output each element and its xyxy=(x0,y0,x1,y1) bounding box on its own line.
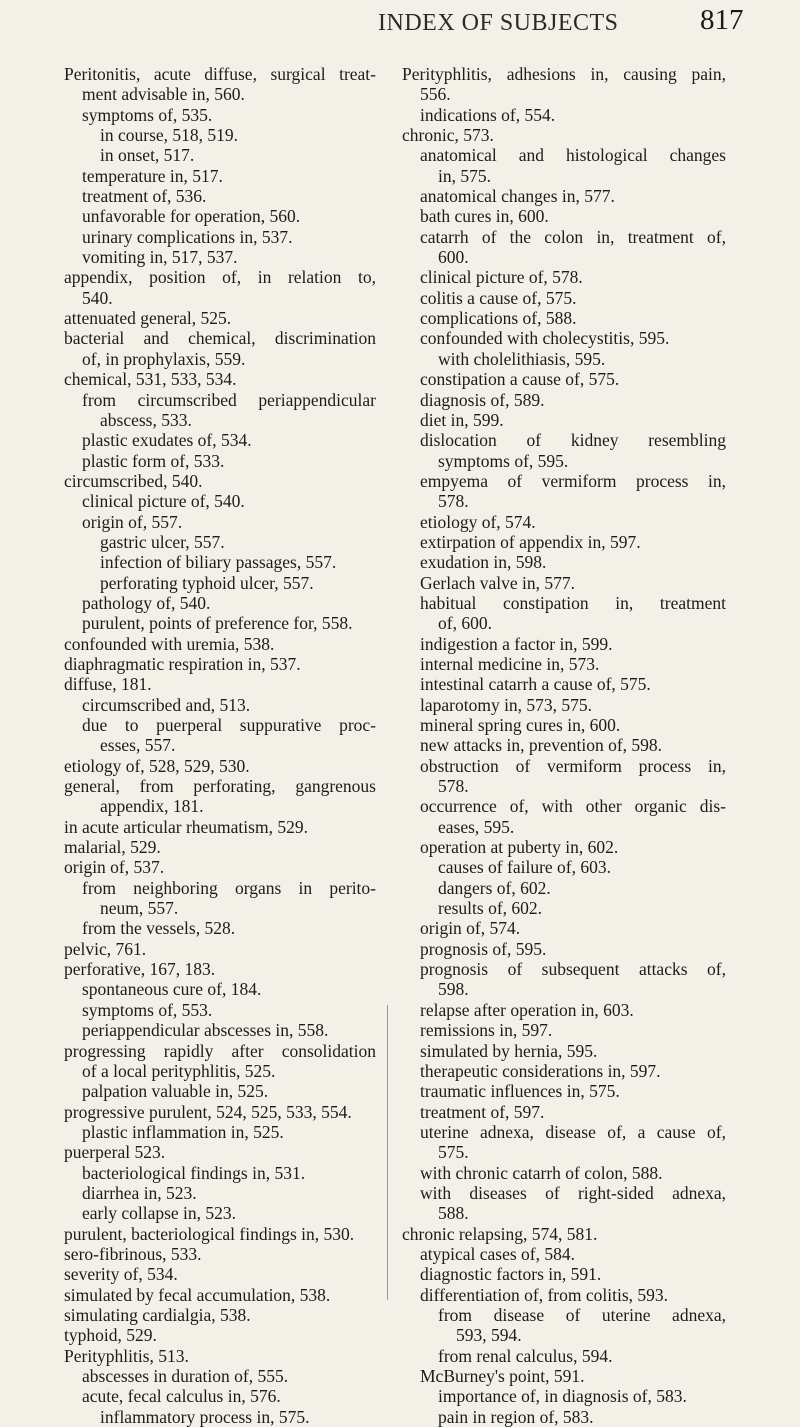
index-entry: from neighboring organs in perito- xyxy=(82,877,376,898)
index-entry: dangers of, 602. xyxy=(438,877,551,898)
index-entry: appendix, 181. xyxy=(100,796,204,817)
index-entry: with cholelithiasis, 595. xyxy=(438,348,606,369)
index-entry: from circumscribed periappendicular xyxy=(82,389,376,410)
page-number: 817 xyxy=(700,4,744,36)
index-entry: spontaneous cure of, 184. xyxy=(82,979,262,1000)
index-entry: intestinal catarrh a cause of, 575. xyxy=(420,674,651,695)
index-entry: plastic inflammation in, 525. xyxy=(82,1121,284,1142)
index-entry: 600. xyxy=(438,247,469,268)
index-entry: dislocation of kidney resembling xyxy=(420,430,726,451)
index-entry: causes of failure of, 603. xyxy=(438,857,611,878)
index-entry: simulating cardialgia, 538. xyxy=(64,1304,251,1325)
index-entry: ment advisable in, 560. xyxy=(82,84,245,105)
index-entry: in course, 518, 519. xyxy=(100,125,239,146)
index-entry: inflammatory process in, 575. xyxy=(100,1406,310,1427)
index-entry: obstruction of vermiform process in, xyxy=(420,755,726,776)
index-entry: confounded with uremia, 538. xyxy=(64,633,275,654)
index-entry: McBurney's point, 591. xyxy=(420,1366,585,1386)
left-index-column xyxy=(64,64,376,1427)
index-entry: with diseases of right-sided adnexa, xyxy=(420,1182,726,1203)
index-entry: laparotomy in, 573, 575. xyxy=(420,694,593,715)
index-entry: infection of biliary passages, 557. xyxy=(100,552,337,573)
index-entry: general, from perforating, gangrenous xyxy=(64,776,376,797)
index-entry: internal medicine in, 573. xyxy=(420,653,600,674)
index-entry: origin of, 574. xyxy=(420,918,521,939)
index-entry: from the vessels, 528. xyxy=(82,918,236,939)
page-header xyxy=(0,4,800,44)
index-entry: typhoid, 529. xyxy=(64,1325,157,1346)
index-entry: 556. xyxy=(420,84,451,105)
index-entry: pathology of, 540. xyxy=(82,592,211,613)
index-entry: temperature in, 517. xyxy=(82,165,223,186)
index-entry: gastric ulcer, 557. xyxy=(100,531,225,552)
index-entry: bacteriological findings in, 531. xyxy=(82,1162,306,1183)
index-entry: palpation valuable in, 525. xyxy=(82,1081,269,1102)
index-entry: 578. xyxy=(438,491,469,512)
index-entry: pelvic, 761. xyxy=(64,938,147,959)
index-entry: early collapse in, 523. xyxy=(82,1203,237,1224)
running-head: INDEX OF SUBJECTS xyxy=(378,10,619,36)
index-entry: exudation in, 598. xyxy=(420,552,547,573)
index-entry: malarial, 529. xyxy=(64,837,161,858)
index-entry: complications of, 588. xyxy=(420,308,577,329)
index-entry: purulent, bacteriological findings in, 530. xyxy=(64,1223,355,1244)
index-entry: habitual constipation in, treatment xyxy=(420,592,726,613)
index-entry: atypical cases of, 584. xyxy=(420,1243,576,1264)
index-entry: treatment of, 536. xyxy=(82,186,207,207)
index-entry: clinical picture of, 540. xyxy=(82,491,245,512)
index-entry: abscesses in duration of, 555. xyxy=(82,1366,289,1386)
index-entry: origin of, 537. xyxy=(64,857,165,878)
index-entry: eases, 595. xyxy=(438,816,515,837)
index-entry: due to puerperal suppurative proc- xyxy=(82,715,376,735)
index-entry: plastic exudates of, 534. xyxy=(82,430,252,451)
index-entry: periappendicular abscesses in, 558. xyxy=(82,1020,329,1041)
index-entry: therapeutic considerations in, 597. xyxy=(420,1060,661,1081)
index-entry: perforating typhoid ulcer, 557. xyxy=(100,572,314,593)
index-entry: symptoms of, 535. xyxy=(82,104,213,125)
right-index-column xyxy=(402,64,726,1427)
index-entry: extirpation of appendix in, 597. xyxy=(420,531,641,552)
index-entry: vomiting in, 517, 537. xyxy=(82,247,238,268)
index-entry: circumscribed and, 513. xyxy=(82,694,251,715)
index-entry: occurrence of, with other organic dis- xyxy=(420,796,726,817)
index-entry: prognosis of subsequent attacks of, xyxy=(420,959,726,980)
index-entry: simulated by fecal accumulation, 538. xyxy=(64,1284,331,1305)
index-entry: acute, fecal calculus in, 576. xyxy=(82,1386,281,1407)
index-entry: bacterial and chemical, discrimination xyxy=(64,328,376,349)
index-entry: diarrhea in, 523. xyxy=(82,1182,197,1203)
index-entry: unfavorable for operation, 560. xyxy=(82,206,301,227)
index-entry: Gerlach valve in, 577. xyxy=(420,572,576,593)
index-entry: progressing rapidly after consolidation xyxy=(64,1040,376,1061)
index-entry: constipation a cause of, 575. xyxy=(420,369,620,390)
index-entry: etiology of, 574. xyxy=(420,511,536,532)
index-entry: Perityphlitis, adhesions in, causing pain, xyxy=(402,64,726,84)
index-entry: pain in region of, 583. xyxy=(438,1406,594,1427)
index-entry: appendix, position of, in relation to, xyxy=(64,267,376,288)
index-entry: perforative, 167, 183. xyxy=(64,959,216,980)
index-entry: plastic form of, 533. xyxy=(82,450,225,471)
index-entry: purulent, points of preference for, 558. xyxy=(82,613,353,634)
index-entry: catarrh of the colon in, treatment of, xyxy=(420,226,726,247)
index-entry: of, in prophylaxis, 559. xyxy=(82,348,246,369)
index-entry: diagnostic factors in, 591. xyxy=(420,1264,602,1285)
index-entry: sero-fibrinous, 533. xyxy=(64,1243,202,1264)
index-entry: in onset, 517. xyxy=(100,145,195,166)
index-entry: prognosis of, 595. xyxy=(420,938,547,959)
column-divider xyxy=(387,1005,388,1300)
index-entry: indications of, 554. xyxy=(420,104,556,125)
index-entry: empyema of vermiform process in, xyxy=(420,470,726,491)
index-entry: chronic, 573. xyxy=(402,125,494,146)
index-entry: differentiation of, from colitis, 593. xyxy=(420,1284,669,1305)
index-entry: 578. xyxy=(438,776,469,797)
index-entry: anatomical changes in, 577. xyxy=(420,186,615,207)
index-entry: 593, 594. xyxy=(456,1325,522,1346)
index-entry: relapse after operation in, 603. xyxy=(420,999,634,1020)
index-entry: indigestion a factor in, 599. xyxy=(420,633,613,654)
index-entry: progressive purulent, 524, 525, 533, 554. xyxy=(64,1101,352,1122)
index-entry: 575. xyxy=(438,1142,469,1163)
index-entry: from renal calculus, 594. xyxy=(438,1345,613,1366)
index-entry: puerperal 523. xyxy=(64,1142,166,1163)
index-entry: severity of, 534. xyxy=(64,1264,178,1285)
index-entry: simulated by hernia, 595. xyxy=(420,1040,598,1061)
index-entry: results of, 602. xyxy=(438,898,543,919)
index-entry: in, 575. xyxy=(438,165,491,186)
index-entry: uterine adnexa, disease of, a cause of, xyxy=(420,1121,726,1142)
index-entry: anatomical and histological changes xyxy=(420,145,726,166)
index-entry: operation at puberty in, 602. xyxy=(420,837,619,858)
index-entry: diaphragmatic respiration in, 537. xyxy=(64,653,301,674)
index-entry: symptoms of, 595. xyxy=(438,450,569,471)
index-entry: bath cures in, 600. xyxy=(420,206,549,227)
index-entry: neum, 557. xyxy=(100,898,179,919)
index-entry: 588. xyxy=(438,1203,469,1224)
index-entry: with chronic catarrh of colon, 588. xyxy=(420,1162,663,1183)
index-entry: in acute articular rheumatism, 529. xyxy=(64,816,308,837)
index-entry: chronic relapsing, 574, 581. xyxy=(402,1223,598,1244)
index-entry: importance of, in diagnosis of, 583. xyxy=(438,1386,687,1407)
index-entry: origin of, 557. xyxy=(82,511,183,532)
index-entry: attenuated general, 525. xyxy=(64,308,232,329)
index-entry: treatment of, 597. xyxy=(420,1101,545,1122)
index-entry: symptoms of, 553. xyxy=(82,999,213,1020)
index-entry: colitis a cause of, 575. xyxy=(420,287,577,308)
index-entry: remissions in, 597. xyxy=(420,1020,553,1041)
index-entry: 598. xyxy=(438,979,469,1000)
index-entry: new attacks in, prevention of, 598. xyxy=(420,735,663,756)
index-entry: mineral spring cures in, 600. xyxy=(420,715,621,735)
index-entry: circumscribed, 540. xyxy=(64,470,203,491)
index-entry: diffuse, 181. xyxy=(64,674,152,695)
index-entry: clinical picture of, 578. xyxy=(420,267,583,288)
index-entry: diet in, 599. xyxy=(420,409,504,430)
index-entry: diagnosis of, 589. xyxy=(420,389,545,410)
index-entry: urinary complications in, 537. xyxy=(82,226,293,247)
index-entry: of a local perityphlitis, 525. xyxy=(82,1060,276,1081)
index-entry: 540. xyxy=(82,287,113,308)
index-entry: esses, 557. xyxy=(100,735,176,756)
index-entry: Peritonitis, acute diffuse, surgical treat- xyxy=(64,64,376,84)
index-entry: traumatic influences in, 575. xyxy=(420,1081,620,1102)
index-entry: abscess, 533. xyxy=(100,409,192,430)
index-entry: etiology of, 528, 529, 530. xyxy=(64,755,250,776)
index-entry: chemical, 531, 533, 534. xyxy=(64,369,237,390)
index-entry: of, 600. xyxy=(438,613,492,634)
index-entry: confounded with cholecystitis, 595. xyxy=(420,328,670,349)
index-entry: Perityphlitis, 513. xyxy=(64,1345,189,1366)
index-entry: from disease of uterine adnexa, xyxy=(438,1304,726,1325)
